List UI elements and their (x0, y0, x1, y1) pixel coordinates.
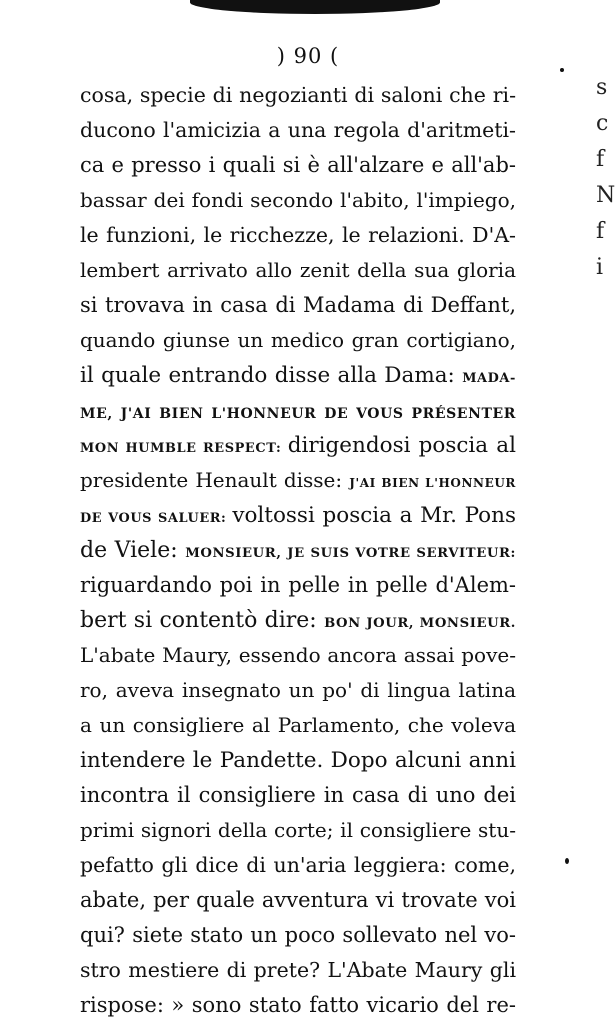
text-segment: abate, per quale avventura vi trovate voi (80, 888, 516, 912)
body-text (80, 78, 516, 1023)
text-line (80, 568, 516, 603)
small-caps-quote: BON JOUR, MONSIEUR. (324, 616, 516, 631)
small-caps-quote: MADA- (462, 371, 516, 386)
text-line (80, 393, 516, 428)
text-line (80, 848, 516, 883)
text-line (80, 778, 516, 813)
text-segment: bert si contentò dire: (80, 608, 325, 633)
text-segment: intendere le Pandette. Dopo alcuni anni (80, 748, 516, 773)
text-segment: ro, aveva insegnato un po' di lingua latina (80, 678, 516, 702)
text-line (80, 253, 516, 288)
text-line (80, 638, 516, 673)
text-line (80, 428, 516, 463)
edge-letter: f (596, 219, 605, 244)
edge-letter: c (596, 111, 609, 136)
edge-letter: f (596, 147, 605, 172)
text-segment: qui? siete stato un poco sollevato nel vo- (80, 923, 516, 947)
text-line (80, 463, 516, 498)
text-line (80, 883, 516, 918)
adjacent-page-edge (596, 70, 616, 286)
text-segment: cosa, specie di negozianti di saloni che ri- (80, 83, 516, 107)
text-segment: quando giunse un medico gran cortigiano, (80, 328, 516, 352)
text-line (80, 813, 516, 848)
edge-letter: N (596, 183, 616, 208)
text-segment: lembert arrivato allo zenit della sua gloria (80, 258, 516, 282)
text-segment: incontra il consigliere in casa di uno dei (80, 783, 516, 807)
text-line (80, 603, 516, 638)
text-segment: ducono l'amicizia a una regola d'aritmeti- (80, 118, 516, 142)
text-line (80, 288, 516, 323)
text-line (80, 183, 516, 218)
text-line (80, 323, 516, 358)
text-line (80, 113, 516, 148)
text-segment: ca e presso i quali si è all'alzare e all'ab- (80, 153, 516, 177)
text-line (80, 533, 516, 568)
ink-speck (560, 68, 564, 72)
edge-letter: s (596, 75, 608, 100)
edge-letter: i (596, 255, 604, 280)
text-line (80, 498, 516, 533)
text-segment: voltossi poscia a Mr. Pons (232, 503, 516, 528)
text-line (80, 918, 516, 953)
ink-speck (565, 858, 569, 864)
text-segment: de Viele: (80, 538, 186, 563)
text-segment: si trovava in casa di Madama di Deffant, (80, 293, 516, 317)
small-caps-quote: DE VOUS SALUER: (80, 511, 233, 526)
small-caps-quote: MON HUMBLE RESPECT: (80, 441, 288, 456)
text-line (80, 673, 516, 708)
text-segment: primi signori della corte; il consigliere stu- (80, 818, 516, 842)
binding-shadow (190, 0, 440, 14)
text-segment: rispose: » sono stato fatto vicario del re- (80, 993, 516, 1017)
text-line (80, 358, 516, 393)
text-segment: bassar dei fondi secondo l'abito, l'impiego, (80, 188, 516, 212)
text-line (80, 148, 516, 183)
small-caps-quote: MONSIEUR, JE SUIS VOTRE SERVITEUR: (185, 546, 516, 561)
text-line (80, 218, 516, 253)
text-segment: stro mestiere di prete? L'Abate Maury gli (80, 958, 516, 982)
text-segment: il quale entrando disse alla Dama: (80, 363, 463, 388)
small-caps-quote: ME, J'AI BIEN L'HONNEUR DE VOUS PRÉSENTER (80, 406, 516, 422)
text-segment: L'abate Maury, essendo ancora assai pove- (80, 643, 516, 667)
text-line (80, 988, 516, 1023)
text-segment: le funzioni, le ricchezze, le relazioni. D'A- (80, 223, 516, 247)
text-segment: presidente Henault disse: (80, 468, 350, 492)
small-caps-quote: J'AI BIEN L'HONNEUR (349, 476, 516, 490)
text-line (80, 78, 516, 113)
text-segment: a un consigliere al Parlamento, che voleva (80, 713, 516, 737)
text-segment: dirigendosi poscia al (287, 433, 516, 458)
text-line (80, 743, 516, 778)
text-line (80, 953, 516, 988)
text-segment: riguardando poi in pelle in pelle d'Alem- (80, 573, 516, 597)
text-segment: pefatto gli dice di un'aria leggiera: come, (80, 853, 516, 877)
text-line (80, 708, 516, 743)
page-number: ) 90 ( (276, 44, 340, 68)
